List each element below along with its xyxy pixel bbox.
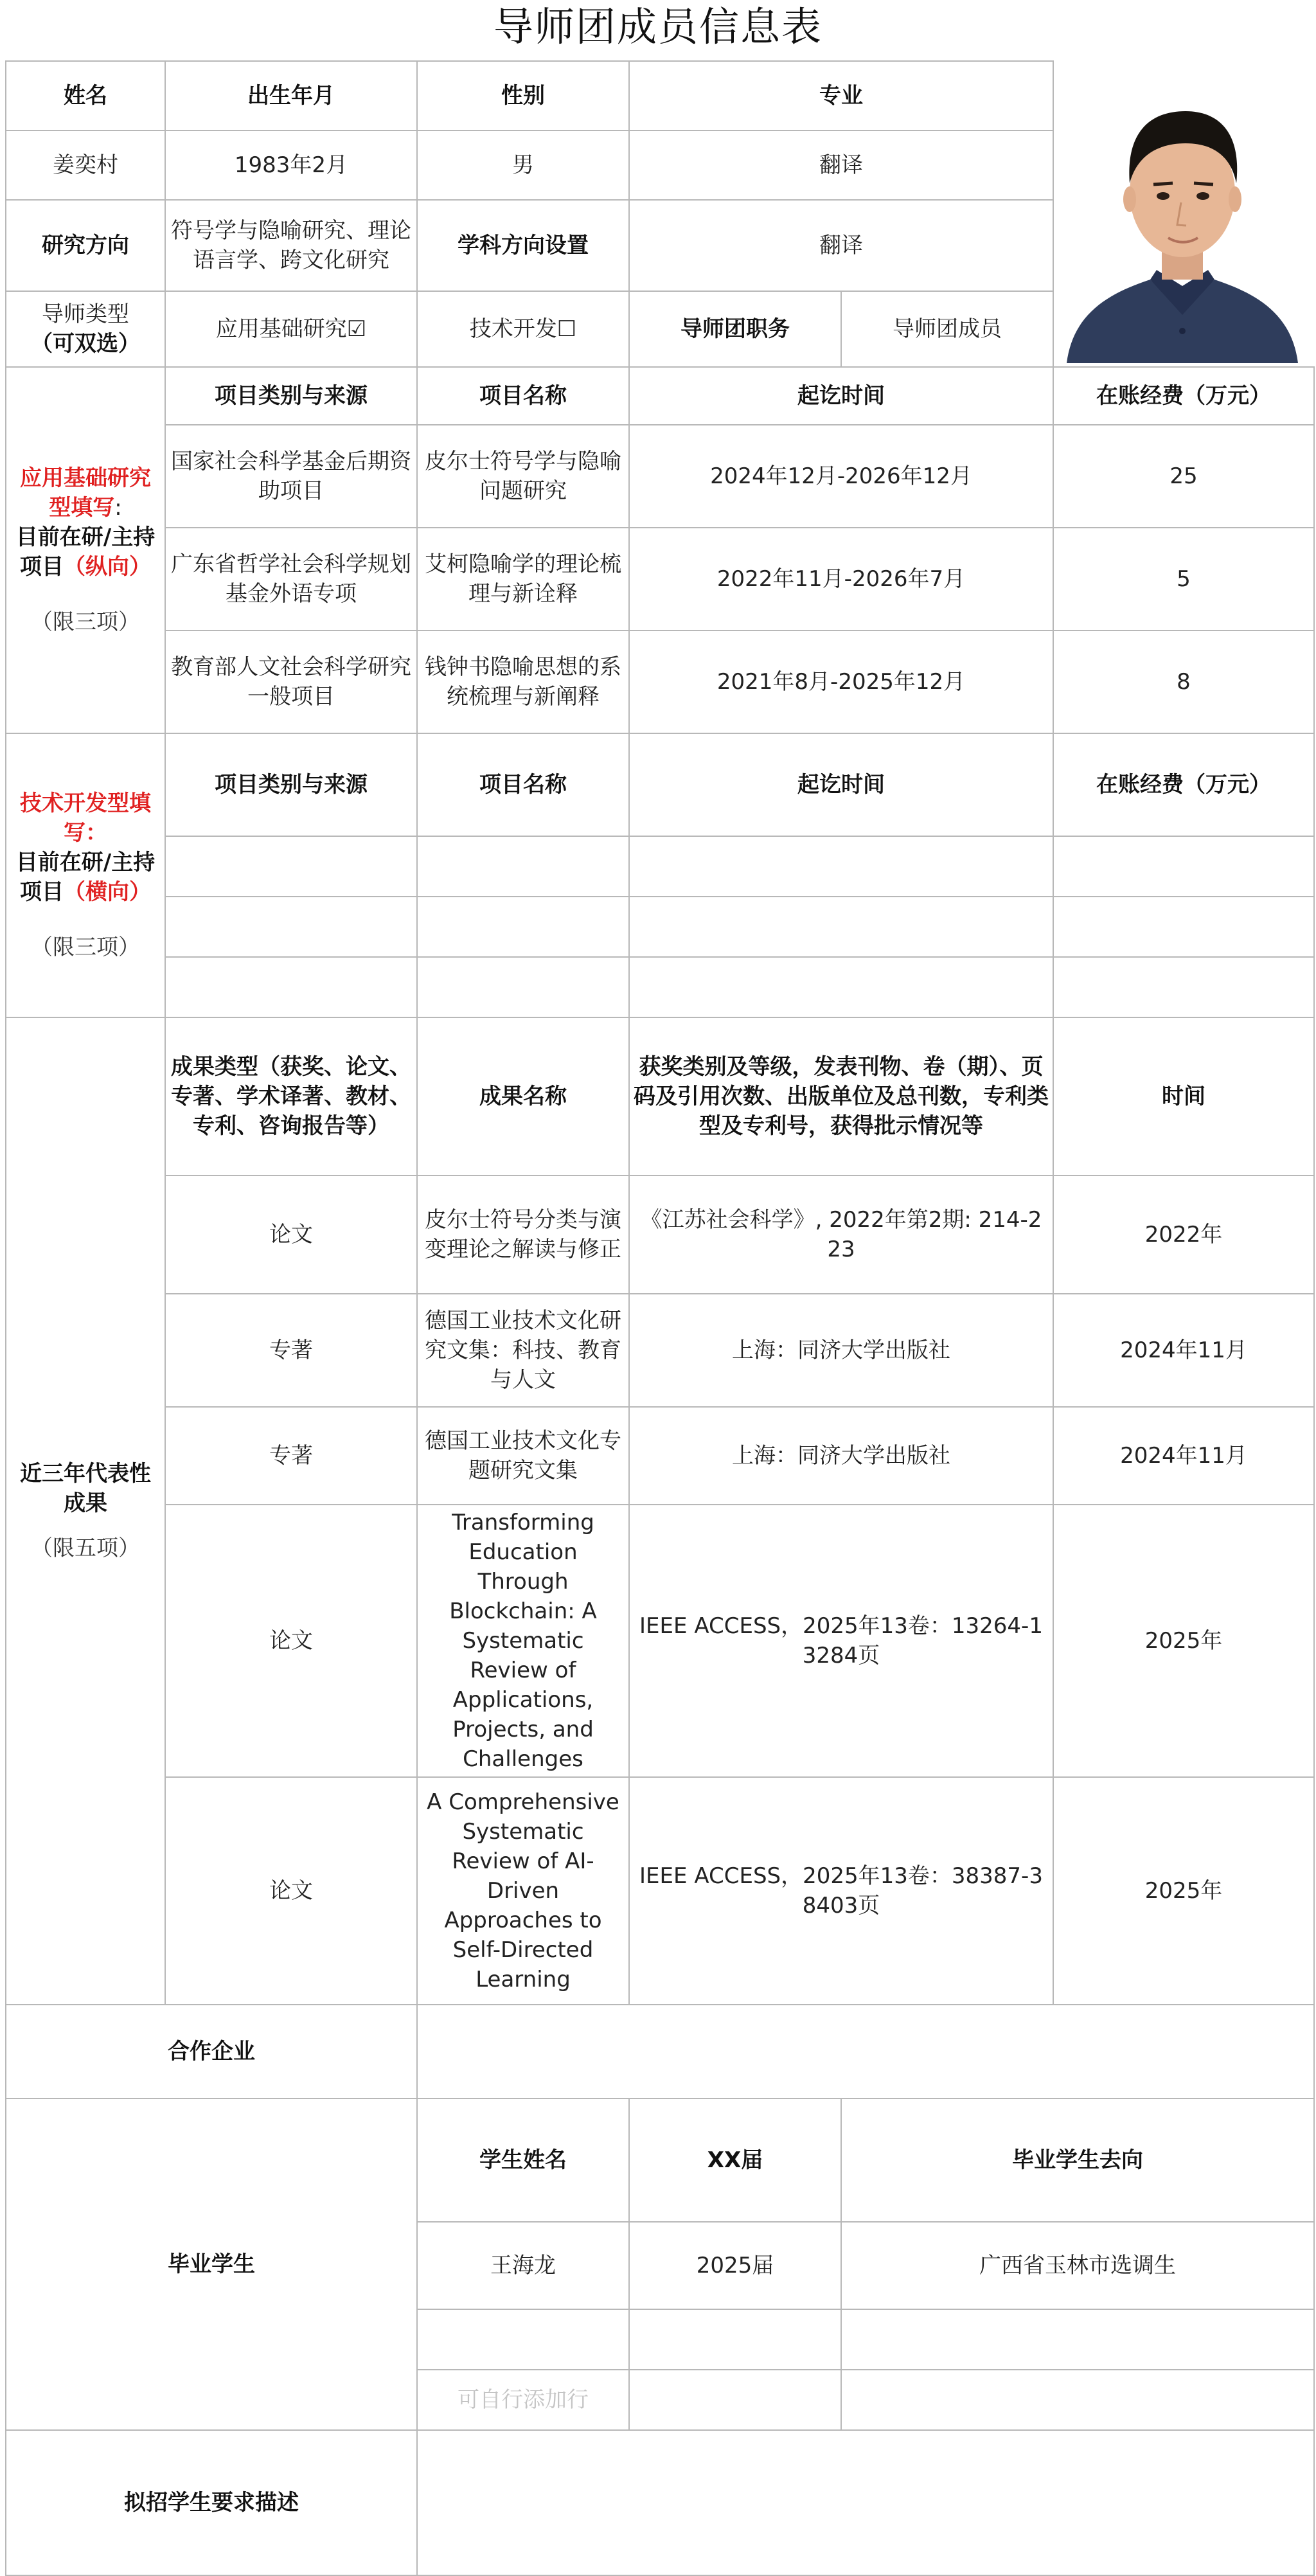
- achievement-detail: IEEE ACCESS，2025年13卷：13264-13284页: [629, 1505, 1053, 1777]
- type-label: 导师类型: [42, 301, 129, 327]
- achievement-name: A Comprehensive Systematic Review of AI-Driven Approaches to Self-Directed Learning: [417, 1777, 629, 2005]
- table-row: [6, 1777, 1314, 2005]
- achievement-type: 专著: [165, 1407, 417, 1505]
- table-row: [6, 1407, 1314, 1505]
- graduate-empty-cell[interactable]: [841, 2309, 1314, 2370]
- basic-side-sub: 目前在研/主持项目: [15, 524, 156, 580]
- achievement-name: 德国工业技术文化专题研究文集: [417, 1407, 629, 1505]
- name-value: 姜奕村: [6, 130, 165, 200]
- basic-row-name: 钱钟书隐喻思想的系统梳理与新阐释: [417, 631, 629, 733]
- basic-header-row: [6, 367, 1314, 425]
- table-row: [6, 1294, 1314, 1407]
- tech-empty-cell[interactable]: [417, 836, 629, 897]
- basic-side-limit: （限三项）: [31, 609, 140, 635]
- type-option-basic[interactable]: 应用基础研究☑: [165, 291, 417, 367]
- basic-side-colon: :: [114, 495, 122, 521]
- basic-header-name: 项目名称: [417, 367, 629, 425]
- gender-value: 男: [417, 130, 629, 200]
- recruit-value[interactable]: [417, 2430, 1314, 2575]
- birth-label: 出生年月: [165, 61, 417, 130]
- tech-empty-cell[interactable]: [165, 897, 417, 957]
- page-title: 导师团成员信息表: [493, 3, 822, 50]
- tech-header-funds: 在账经费（万元）: [1053, 733, 1314, 836]
- tech-empty-cell[interactable]: [165, 957, 417, 1017]
- graduates-header-year: XX届: [629, 2098, 841, 2222]
- partner-value[interactable]: [417, 2005, 1314, 2098]
- discipline-label: 学科方向设置: [417, 200, 629, 291]
- partner-label: 合作企业: [6, 2005, 417, 2098]
- tech-header-name: 项目名称: [417, 733, 629, 836]
- portrait-icon: [1054, 61, 1311, 363]
- table-row: [6, 897, 1314, 957]
- basic-row-period: 2024年12月-2026年12月: [629, 425, 1053, 528]
- tech-empty-cell[interactable]: [417, 957, 629, 1017]
- name-label: 姓名: [6, 61, 165, 130]
- achievement-detail: 上海：同济大学出版社: [629, 1294, 1053, 1407]
- graduates-header-name: 学生姓名: [417, 2098, 629, 2222]
- basic-side-red: 应用基础研究型填写: [20, 465, 151, 521]
- basic-row-funds: 8: [1053, 631, 1314, 733]
- achievements-side-title: 近三年代表性成果: [20, 1461, 151, 1516]
- basic-row-period: 2022年11月-2026年7月: [629, 528, 1053, 631]
- recruit-label: 拟招学生要求描述: [6, 2430, 417, 2575]
- tech-empty-cell[interactable]: [629, 897, 1053, 957]
- birth-value: 1983年2月: [165, 130, 417, 200]
- profile-header-row: [6, 61, 1314, 130]
- tech-side-limit: （限三项）: [31, 935, 140, 960]
- achievements-side-label: [6, 1017, 165, 2005]
- basic-row-name: 皮尔士符号学与隐喻问题研究: [417, 425, 629, 528]
- tech-side-sub: 目前在研/主持项目: [15, 850, 156, 905]
- recruit-row: [6, 2430, 1314, 2575]
- achievement-type: 论文: [165, 1176, 417, 1294]
- achievement-detail: 《江苏社会科学》, 2022年第2期: 214-223: [629, 1176, 1053, 1294]
- achievement-time: 2025年: [1053, 1505, 1314, 1777]
- basic-row-period: 2021年8月-2025年12月: [629, 631, 1053, 733]
- role-value: 导师团成员: [841, 291, 1053, 367]
- table-row: [6, 528, 1314, 631]
- achievement-type: 论文: [165, 1777, 417, 2005]
- tech-header-period: 起讫时间: [629, 733, 1053, 836]
- graduate-empty-cell[interactable]: [629, 2309, 841, 2370]
- graduates-header-destination: 毕业学生去向: [841, 2098, 1314, 2222]
- graduates-header-row: [6, 2098, 1314, 2222]
- tech-empty-cell[interactable]: [1053, 897, 1314, 957]
- tech-empty-cell[interactable]: [1053, 957, 1314, 1017]
- basic-row-source: 广东省哲学社会科学规划基金外语专项: [165, 528, 417, 631]
- type-hint: （可双选）: [31, 331, 140, 357]
- achievements-side-limit: （限五项）: [31, 1535, 140, 1561]
- add-row-hint[interactable]: 可自行添加行: [417, 2370, 629, 2430]
- achievement-time: 2025年: [1053, 1777, 1314, 2005]
- graduate-year: 2025届: [629, 2222, 841, 2309]
- basic-side-red2: （纵向）: [64, 554, 151, 580]
- table-row: [6, 631, 1314, 733]
- achievement-detail: 上海：同济大学出版社: [629, 1407, 1053, 1505]
- basic-side-label: [6, 367, 165, 733]
- portrait-photo: [1054, 61, 1314, 363]
- achievements-header-row: [6, 1017, 1314, 1176]
- table-row: [6, 425, 1314, 528]
- tech-side-red2: （横向）: [64, 879, 151, 905]
- basic-header-source: 项目类别与来源: [165, 367, 417, 425]
- basic-header-funds: 在账经费（万元）: [1053, 367, 1314, 425]
- achievement-type: 论文: [165, 1505, 417, 1777]
- tech-empty-cell[interactable]: [629, 957, 1053, 1017]
- tech-header-row: [6, 733, 1314, 836]
- tech-empty-cell[interactable]: [629, 836, 1053, 897]
- tech-side-label: [6, 733, 165, 1017]
- basic-row-source: 教育部人文社会科学研究一般项目: [165, 631, 417, 733]
- achievement-name: 皮尔士符号分类与演变理论之解读与修正: [417, 1176, 629, 1294]
- research-label: 研究方向: [6, 200, 165, 291]
- graduate-destination: 广西省玉林市选调生: [841, 2222, 1314, 2309]
- tech-side-red: 技术开发型填写：: [20, 791, 151, 846]
- partner-row: [6, 2005, 1314, 2098]
- role-label: 导师团职务: [629, 291, 841, 367]
- type-label-cell: [6, 291, 165, 367]
- major-label: 专业: [629, 61, 1053, 130]
- achievement-name: Transforming Education Through Blockchain: A Systematic Review of Applications, Projects, and Challenges: [417, 1505, 629, 1777]
- graduates-label: 毕业学生: [6, 2098, 417, 2430]
- discipline-value: 翻译: [629, 200, 1053, 291]
- basic-header-period: 起讫时间: [629, 367, 1053, 425]
- tech-empty-cell[interactable]: [165, 836, 417, 897]
- achievements-header-detail: 获奖类别及等级，发表刊物、卷（期）、页码及引用次数、出版单位及总刊数，专利类型及专利号，获得批示情况等: [629, 1017, 1053, 1176]
- achievement-time: 2024年11月: [1053, 1407, 1314, 1505]
- achievements-header-type: 成果类型（获奖、论文、专著、学术译著、教材、专利、咨询报告等）: [165, 1017, 417, 1176]
- gender-label: 性别: [417, 61, 629, 130]
- tech-empty-cell[interactable]: [417, 897, 629, 957]
- major-value: 翻译: [629, 130, 1053, 200]
- table-row: [6, 1505, 1314, 1777]
- achievement-time: 2024年11月: [1053, 1294, 1314, 1407]
- basic-row-source: 国家社会科学基金后期资助项目: [165, 425, 417, 528]
- tech-header-source: 项目类别与来源: [165, 733, 417, 836]
- basic-row-funds: 5: [1053, 528, 1314, 631]
- achievements-header-name: 成果名称: [417, 1017, 629, 1176]
- achievement-name: 德国工业技术文化研究文集：科技、教育与人文: [417, 1294, 629, 1407]
- photo-cell: [1053, 61, 1314, 367]
- graduate-empty-cell[interactable]: [629, 2370, 841, 2430]
- table-row: [6, 836, 1314, 897]
- table-row: [6, 957, 1314, 1017]
- achievements-header-time: 时间: [1053, 1017, 1314, 1176]
- type-option-tech[interactable]: 技术开发☐: [417, 291, 629, 367]
- research-value: 符号学与隐喻研究、理论语言学、跨文化研究: [165, 200, 417, 291]
- achievement-type: 专著: [165, 1294, 417, 1407]
- graduate-empty-cell[interactable]: [417, 2309, 629, 2370]
- graduate-empty-cell[interactable]: [841, 2370, 1314, 2430]
- info-form-table: [5, 60, 1315, 2576]
- basic-row-funds: 25: [1053, 425, 1314, 528]
- basic-row-name: 艾柯隐喻学的理论梳理与新诠释: [417, 528, 629, 631]
- achievement-detail: IEEE ACCESS，2025年13卷：38387-38403页: [629, 1777, 1053, 2005]
- table-row: [6, 1176, 1314, 1294]
- graduate-name: 王海龙: [417, 2222, 629, 2309]
- achievement-time: 2022年: [1053, 1176, 1314, 1294]
- tech-empty-cell[interactable]: [1053, 836, 1314, 897]
